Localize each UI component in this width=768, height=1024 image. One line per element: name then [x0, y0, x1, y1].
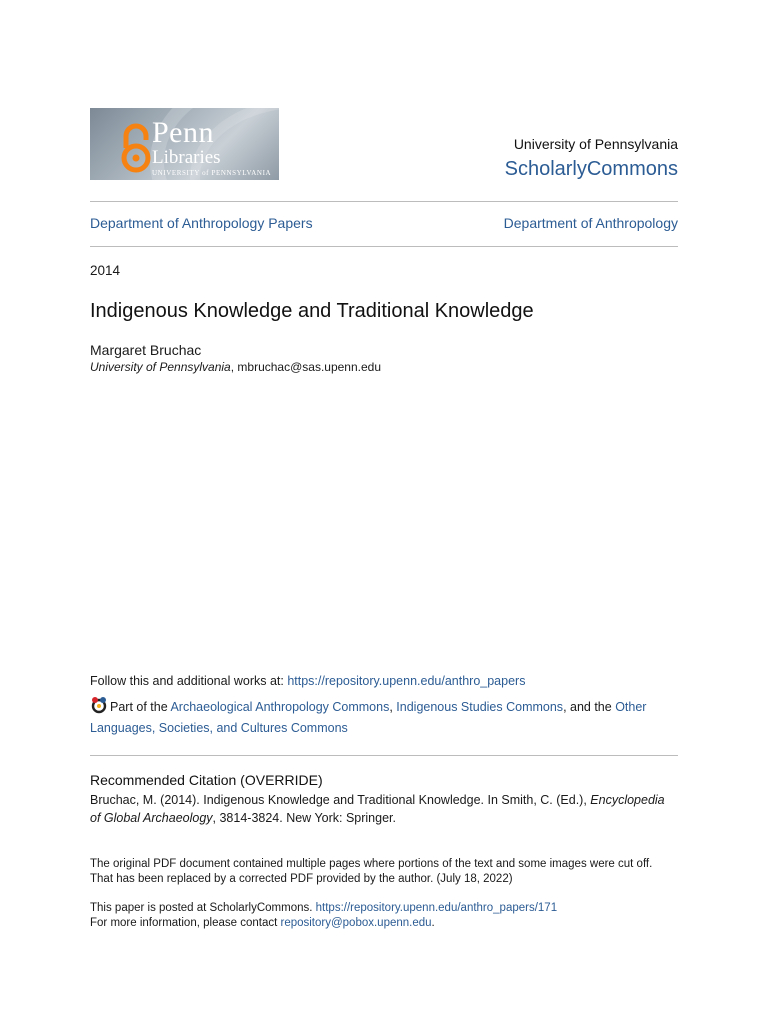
scholarlycommons-link[interactable]: ScholarlyCommons [504, 158, 678, 180]
logo-libraries-text: Libraries [152, 147, 221, 168]
penn-libraries-logo[interactable] [90, 108, 279, 180]
citation-part2: , 3814-3824. New York: Springer. [212, 811, 396, 825]
logo-upenn-text: UNIVERSITY of PENNSYLVANIA [152, 169, 272, 177]
contact-end: . [431, 917, 435, 929]
paper-title: Indigenous Knowledge and Traditional Knowledge [90, 300, 534, 322]
author-email: mbruchac@sas.upenn.edu [237, 360, 382, 374]
follow-works [90, 674, 525, 688]
logo-penn-text: Penn [152, 116, 214, 149]
citation-book-title: Encyclopedia of Global Archaeology [90, 793, 665, 825]
divider-nav [90, 246, 678, 247]
follow-label: Follow this and additional works at: [90, 674, 288, 688]
posted-label: This paper is posted at ScholarlyCommons. [90, 902, 316, 914]
contact-line [90, 916, 678, 931]
anthropology-papers-link[interactable]: Department of Anthropology Papers [90, 215, 313, 231]
part-of-prefix: Part of the [110, 700, 171, 714]
posted-line [90, 901, 678, 916]
cover-page [90, 0, 678, 1024]
author-name: Margaret Bruchac [90, 342, 202, 358]
part-of-sep1: , [389, 700, 397, 714]
contact-label: For more information, please contact [90, 917, 281, 929]
part-of-sep2: , and the [563, 700, 616, 714]
citation-part1: Bruchac, M. (2014). Indigenous Knowledge and Traditional Knowledge. In Smith, C. (Ed.), [90, 793, 591, 807]
open-access-icon [118, 122, 154, 174]
correction-note-line2: That has been replaced by a corrected PDF provided by the author. (July 18, 2022) [90, 873, 513, 885]
university-name: University of Pennsylvania [513, 136, 678, 152]
anthro-papers-url-link[interactable]: https://repository.upenn.edu/anthro_papers [287, 674, 526, 688]
logo-wordmark [152, 118, 271, 177]
anthropology-department-link[interactable]: Department of Anthropology [503, 215, 678, 231]
citation-text [90, 791, 678, 827]
network-icon [90, 696, 108, 714]
contact-email-link[interactable]: repository@pobox.upenn.edu [280, 917, 432, 929]
correction-note [90, 857, 678, 887]
archaeological-anthropology-commons-link[interactable]: Archaeological Anthropology Commons [170, 700, 390, 714]
affiliation-name: University of Pennsylvania [90, 360, 231, 374]
divider-citation [90, 755, 678, 756]
part-of-commons [90, 696, 678, 739]
author-affiliation: University of Pennsylvania, mbruchac@sas.upenn.edu [90, 360, 382, 374]
citation-heading: Recommended Citation (OVERRIDE) [90, 772, 323, 788]
posting-info [90, 901, 678, 931]
divider-top [90, 201, 678, 202]
paper-url-link[interactable]: https://repository.upenn.edu/anthro_papers/171 [315, 902, 558, 914]
correction-note-line1: The original PDF document contained multiple pages where portions of the text and some images were cut off. [90, 858, 653, 870]
publication-year: 2014 [90, 263, 121, 278]
indigenous-studies-commons-link[interactable]: Indigenous Studies Commons [396, 700, 564, 714]
other-languages-commons-link[interactable]: Other Languages, Societies, and Cultures Commons [90, 700, 647, 735]
